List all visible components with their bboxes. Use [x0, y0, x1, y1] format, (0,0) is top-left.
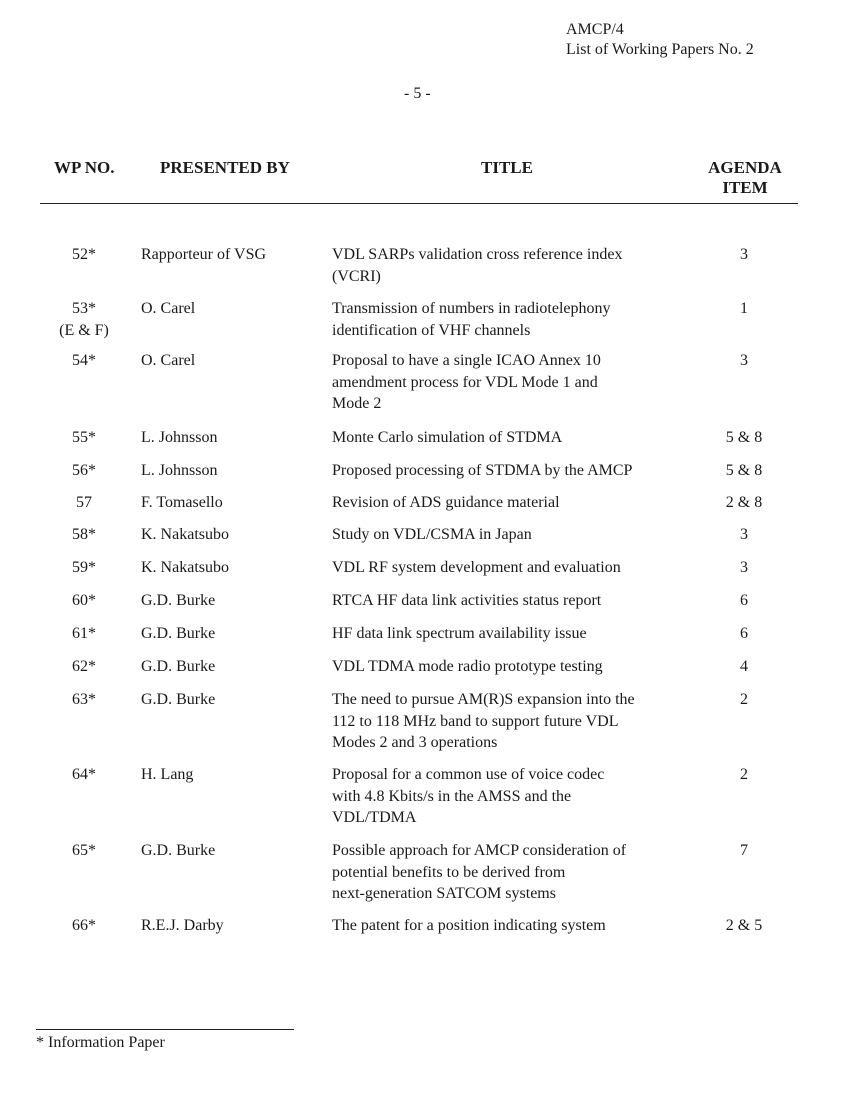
wp-number: [50, 350, 118, 372]
column-header-agenda-item: [700, 158, 790, 198]
paper-title-line: next-generation SATCOM systems: [332, 885, 556, 902]
wp-number-line: 61*: [72, 625, 96, 642]
agenda-item: 3: [740, 526, 748, 543]
paper-title: [332, 840, 687, 905]
wp-number-line: 59*: [72, 559, 96, 576]
wp-number-line: 55*: [72, 429, 96, 446]
paper-title: [332, 557, 687, 579]
agenda-item: 3: [740, 559, 748, 576]
wp-number: [50, 915, 118, 937]
presented-by: H. Lang: [141, 766, 194, 783]
paper-title-line: 112 to 118 MHz band to support future VDL: [332, 712, 619, 730]
agenda-item: 2 & 8: [725, 494, 763, 511]
wp-number-line: 58*: [72, 526, 96, 543]
wp-number: [50, 524, 118, 546]
wp-number-line: 57: [76, 494, 92, 511]
agenda-item: 2: [740, 691, 748, 708]
paper-title-line: VDL SARPs validation cross reference index: [332, 246, 623, 263]
paper-title: [332, 427, 687, 449]
agenda-header-line1: AGENDA: [708, 158, 782, 177]
wp-number-line: 53*: [72, 300, 96, 317]
doc-id: AMCP/4: [566, 21, 624, 38]
wp-number-line: 64*: [72, 766, 96, 783]
wp-number: [50, 460, 118, 482]
wp-number: [50, 840, 118, 862]
presented-by: G.D. Burke: [141, 658, 216, 675]
document-header: [566, 20, 754, 60]
paper-title-line: amendment process for VDL Mode 1 and: [332, 373, 598, 391]
agenda-item: 3: [740, 352, 748, 369]
paper-title-line: Monte Carlo simulation of STDMA: [332, 429, 563, 446]
paper-title: [332, 764, 687, 829]
wp-number-line: 60*: [72, 592, 96, 609]
wp-number: [50, 427, 118, 449]
footnote-rule: [36, 1029, 294, 1030]
presented-by: R.E.J. Darby: [141, 917, 224, 934]
wp-number: [50, 764, 118, 786]
paper-title: [332, 590, 687, 612]
wp-number-line: 65*: [72, 842, 96, 859]
wp-number-line: 56*: [72, 462, 96, 479]
presented-by: G.D. Burke: [141, 625, 216, 642]
list-title: List of Working Papers No. 2: [566, 41, 754, 58]
paper-title-line: Modes 2 and 3 operations: [332, 734, 498, 751]
page-number: - 5 -: [404, 85, 431, 102]
agenda-item: 5 & 8: [725, 429, 763, 446]
presented-by: K. Nakatsubo: [141, 526, 229, 543]
paper-title-line: identification of VHF channels: [332, 321, 531, 339]
paper-title-line: Mode 2: [332, 395, 382, 412]
header-rule: [40, 203, 798, 204]
paper-title-line: (VCRI): [332, 267, 381, 285]
wp-number: [50, 557, 118, 579]
presented-by: K. Nakatsubo: [141, 559, 229, 576]
wp-number: [50, 689, 118, 711]
wp-number: [50, 623, 118, 645]
paper-title: [332, 244, 687, 287]
column-header-title: TITLE: [481, 158, 533, 177]
paper-title-line: RTCA HF data link activities status report: [332, 592, 602, 609]
presented-by: L. Johnsson: [141, 462, 218, 479]
agenda-item: 3: [740, 246, 748, 263]
agenda-item: 2: [740, 766, 748, 783]
paper-title-line: The patent for a position indicating system: [332, 917, 606, 934]
presented-by: L. Johnsson: [141, 429, 218, 446]
paper-title-line: Study on VDL/CSMA in Japan: [332, 526, 532, 543]
agenda-item: 6: [740, 592, 748, 609]
paper-title-line: Proposal to have a single ICAO Annex 10: [332, 352, 601, 369]
paper-title: [332, 623, 687, 645]
wp-number-line: 62*: [72, 658, 96, 675]
paper-title: [332, 350, 687, 415]
agenda-item: 1: [740, 300, 748, 317]
presented-by: O. Carel: [141, 352, 196, 369]
paper-title: [332, 915, 687, 937]
paper-title-line: HF data link spectrum availability issue: [332, 625, 587, 642]
paper-title-line: potential benefits to be derived from: [332, 863, 566, 881]
agenda-item: 5 & 8: [725, 462, 763, 479]
paper-title-line: VDL TDMA mode radio prototype testing: [332, 658, 603, 675]
wp-number: [50, 492, 118, 514]
column-header-wp-no: WP NO.: [54, 158, 115, 177]
presented-by: O. Carel: [141, 300, 196, 317]
wp-number-line: 66*: [72, 917, 96, 934]
presented-by: F. Tomasello: [141, 494, 223, 511]
wp-number: [50, 590, 118, 612]
paper-title-line: Transmission of numbers in radiotelephony: [332, 300, 611, 317]
paper-title-line: Possible approach for AMCP consideration of: [332, 842, 627, 859]
wp-number: [50, 656, 118, 678]
paper-title-line: with 4.8 Kbits/s in the AMSS and the: [332, 787, 572, 805]
agenda-header-line2: ITEM: [722, 178, 768, 197]
paper-title-line: VDL/TDMA: [332, 809, 417, 826]
paper-title-line: The need to pursue AM(R)S expansion into the: [332, 691, 635, 708]
agenda-item: 7: [740, 842, 748, 859]
footnote: * Information Paper: [36, 1034, 165, 1051]
agenda-item: 6: [740, 625, 748, 642]
paper-title-line: Proposed processing of STDMA by the AMCP: [332, 462, 633, 479]
paper-title: [332, 492, 687, 514]
paper-title: [332, 689, 687, 754]
paper-title: [332, 460, 687, 482]
agenda-item: 4: [740, 658, 748, 675]
wp-number: [50, 244, 118, 266]
wp-number: [50, 298, 118, 341]
presented-by: Rapporteur of VSG: [141, 246, 267, 263]
wp-number-line: 54*: [72, 352, 96, 369]
agenda-item: 2 & 5: [725, 917, 763, 934]
wp-number-line: 63*: [72, 691, 96, 708]
wp-number-line: 52*: [72, 246, 96, 263]
paper-title: [332, 656, 687, 678]
wp-number-line: (E & F): [59, 321, 109, 339]
paper-title-line: Proposal for a common use of voice codec: [332, 766, 605, 783]
column-header-presented-by: PRESENTED BY: [160, 158, 290, 177]
paper-title: [332, 524, 687, 546]
paper-title-line: Revision of ADS guidance material: [332, 494, 560, 511]
presented-by: G.D. Burke: [141, 842, 216, 859]
paper-title-line: VDL RF system development and evaluation: [332, 559, 621, 576]
presented-by: G.D. Burke: [141, 691, 216, 708]
presented-by: G.D. Burke: [141, 592, 216, 609]
paper-title: [332, 298, 687, 341]
